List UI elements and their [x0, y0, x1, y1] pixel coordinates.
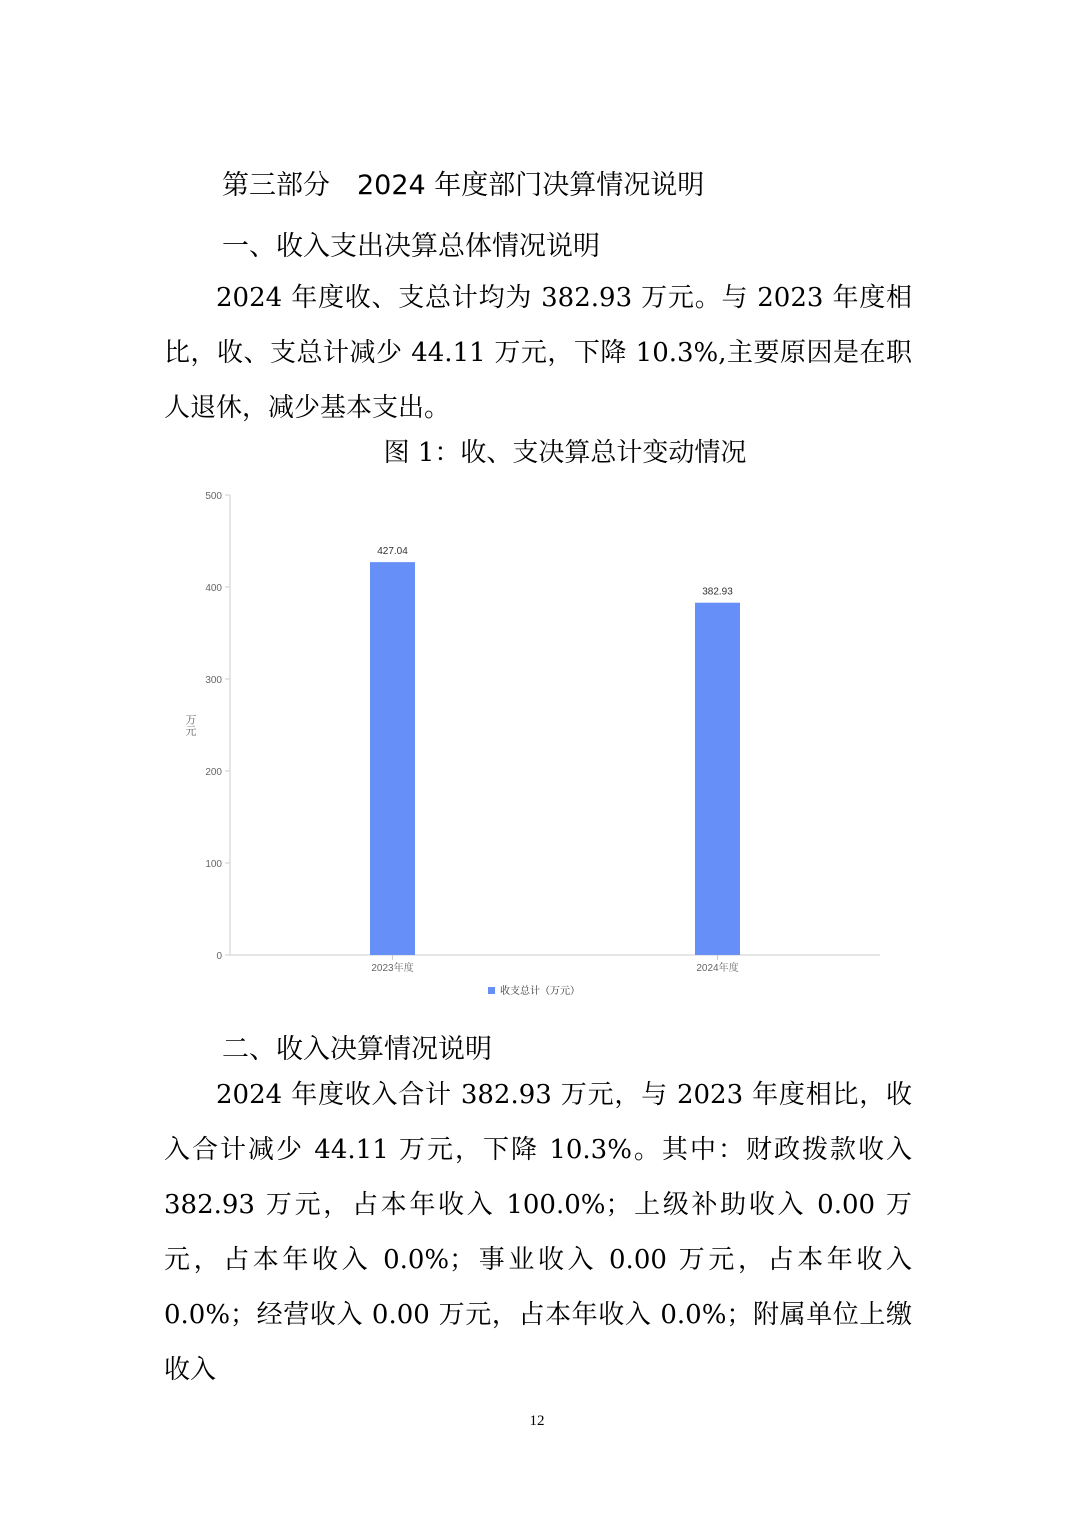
x-tick-label: 2023年度 — [371, 963, 414, 974]
y-tick-label: 0 — [216, 951, 222, 962]
bar-2024年度 — [695, 603, 740, 955]
y-tick-label: 500 — [205, 491, 222, 502]
data-label: 427.04 — [377, 546, 408, 558]
y-axis-label: 万元 — [184, 714, 196, 736]
bar-2023年度 — [370, 562, 415, 955]
y-tick-label: 300 — [205, 675, 222, 686]
heading-overall: 一、收入支出决算总体情况说明 — [222, 231, 600, 262]
paragraph-overall: 2024 年度收、支总计均为 382.93 万元。与 2023 年度相比，收、支总计减少 44.11 万元，下降 10.3%,主要原因是在职人退休，减少基本支出。 — [164, 283, 912, 423]
data-label: 382.93 — [702, 586, 733, 598]
y-tick-label: 200 — [205, 767, 222, 778]
legend-swatch — [488, 987, 495, 994]
y-tick-label: 100 — [205, 859, 222, 870]
paragraph-income: 2024 年度收入合计 382.93 万元，与 2023 年度相比，收入合计减少 44.11 万元，下降 10.3%。其中：财政拨款收入 382.93 万元，占本年收入 100.0%；上级补助收入 0.00 万元，占本年收入 0.0%；事业收入 0.00 万元，占本年收入 0.0%；经营收入 0.00 万元，占本年收入 0.0%；附属单位上缴收入 — [164, 1080, 912, 1385]
page-number: 12 — [529, 1413, 545, 1429]
x-tick-label: 2024年度 — [696, 963, 739, 974]
heading-income: 二、收入决算情况说明 — [222, 1034, 492, 1065]
legend — [488, 984, 580, 997]
bar-series — [370, 546, 740, 955]
section-title: 第三部分 2024 年度部门决算情况说明 — [222, 170, 705, 201]
y-axis — [184, 491, 230, 962]
legend-label: 收支总计（万元） — [500, 986, 580, 997]
x-axis — [230, 955, 880, 974]
figure-caption: 图 1：收、支决算总计变动情况 — [383, 438, 747, 468]
bar-chart — [170, 485, 900, 1010]
y-tick-label: 400 — [205, 583, 222, 594]
